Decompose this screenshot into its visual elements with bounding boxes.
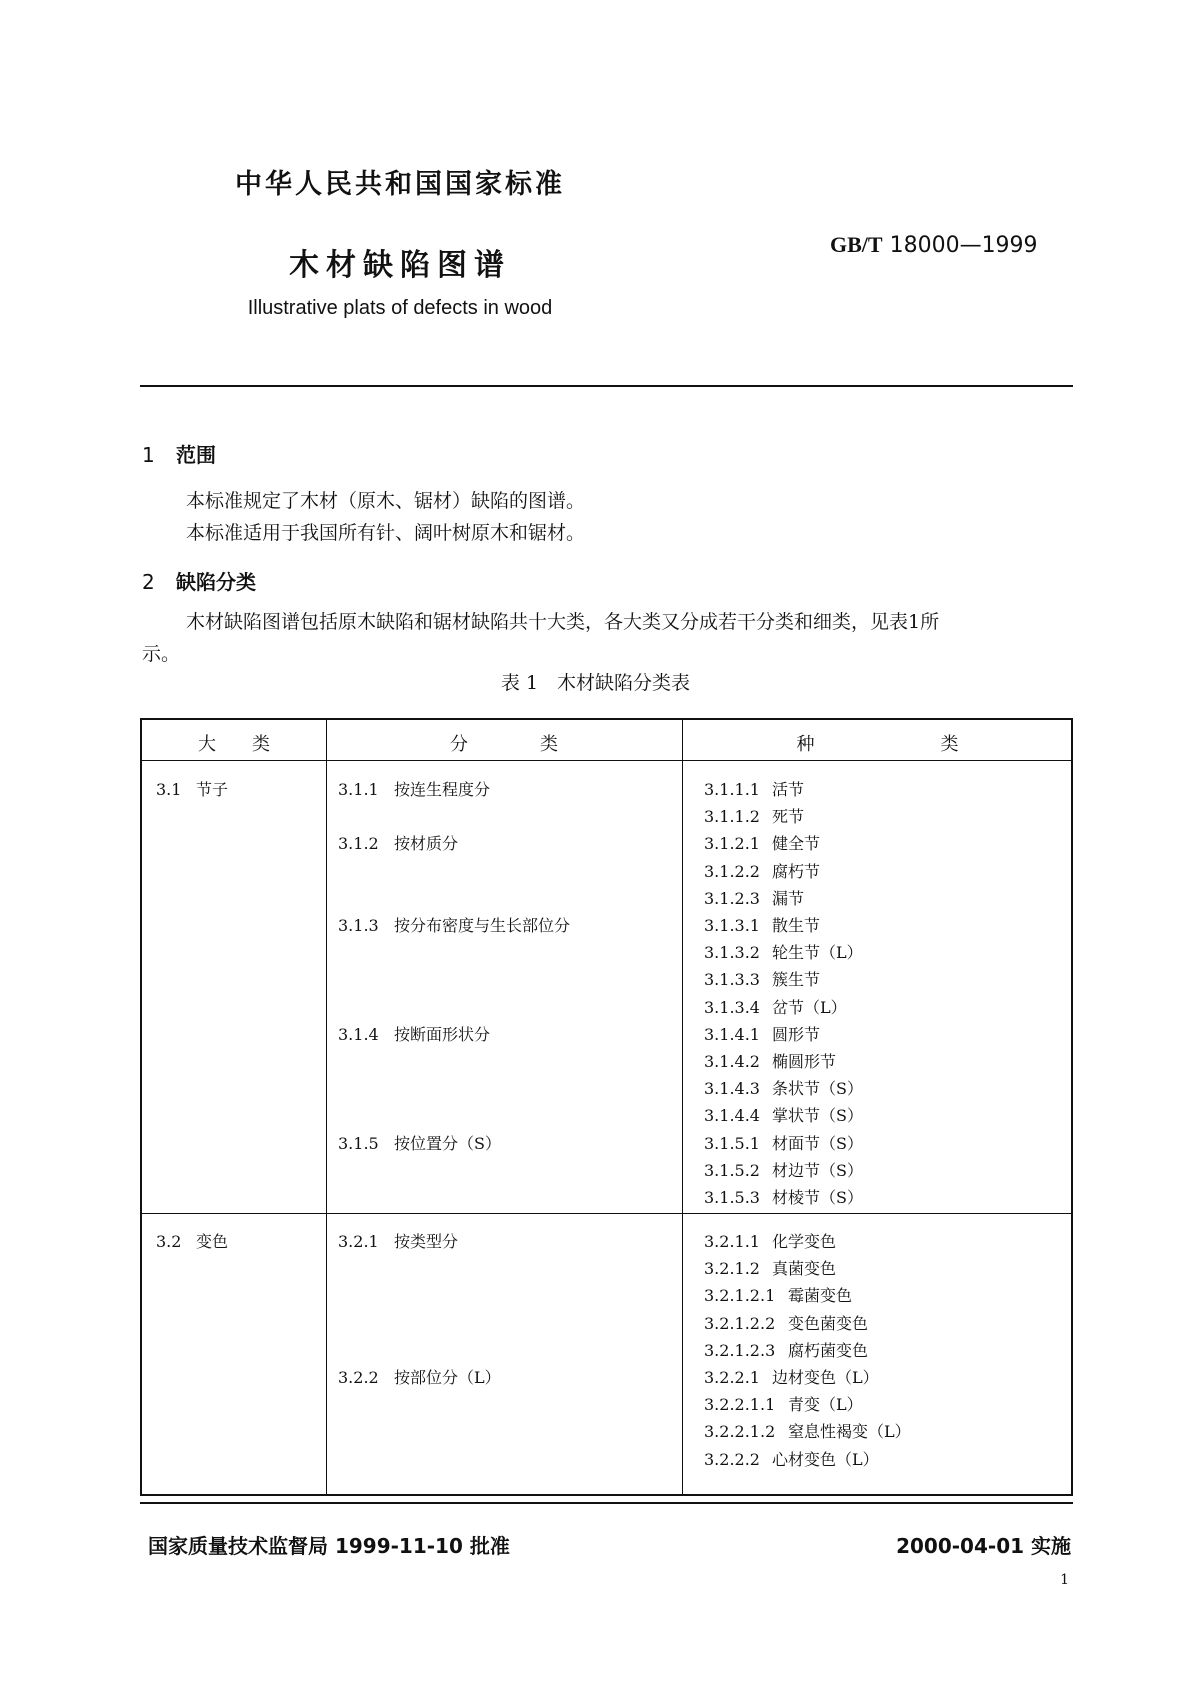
subcategory-cell <box>338 834 458 854</box>
category-cell-code: 3.1 <box>156 780 182 799</box>
subcategory-cell-code: 3.1.4 <box>338 1024 379 1044</box>
type-cell-label: 霉菌变色 <box>788 1286 853 1306</box>
subcategory-cell-code: 3.1.2 <box>338 834 379 854</box>
type-cell-code: 3.1.3.3 <box>704 970 760 990</box>
section-1-paragraph-2: 本标准适用于我国所有针、阔叶树原木和锯材。 <box>186 522 586 544</box>
subcategory-cell-label: 按部位分（L） <box>394 1368 501 1387</box>
header-divider <box>140 385 1073 387</box>
type-cell <box>704 862 820 882</box>
type-cell-label: 腐朽菌变色 <box>788 1340 869 1360</box>
type-cell <box>704 998 847 1018</box>
table-row-divider <box>142 1213 1071 1214</box>
type-cell <box>704 1052 836 1072</box>
type-cell <box>704 1450 879 1470</box>
type-cell-code: 3.2.1.2.3 <box>704 1340 776 1360</box>
footer-divider <box>140 1502 1073 1504</box>
category-cell-label: 变色 <box>196 1232 229 1251</box>
type-cell-label: 腐朽节 <box>772 861 821 881</box>
type-cell <box>704 780 804 800</box>
type-cell <box>704 1259 836 1279</box>
table-column-divider <box>326 720 327 1494</box>
table-caption: 表 1 木材缺陷分类表 <box>500 672 691 694</box>
type-cell <box>704 1188 863 1208</box>
type-cell <box>704 1106 863 1126</box>
type-cell <box>704 943 863 963</box>
type-cell-code: 3.2.1.2.1 <box>704 1286 776 1306</box>
subcategory-cell <box>338 780 490 800</box>
type-cell-code: 3.1.3.1 <box>704 916 760 935</box>
type-cell-label: 掌状节（S） <box>772 1106 863 1126</box>
type-cell-code: 3.2.1.1 <box>704 1232 760 1251</box>
type-cell-label: 轮生节（L） <box>772 943 863 963</box>
code-number: 18000—1999 <box>889 233 1038 258</box>
type-cell-label: 材面节（S） <box>772 1133 863 1153</box>
type-cell-code: 3.1.1.1 <box>704 780 760 799</box>
header-category: 大 类 <box>198 734 270 755</box>
english-title: Illustrative plats of defects in wood <box>247 297 553 319</box>
type-cell <box>704 1025 820 1045</box>
type-cell-code: 3.1.4.4 <box>704 1106 760 1126</box>
type-cell <box>704 1422 911 1442</box>
subcategory-cell-code: 3.1.3 <box>338 916 379 935</box>
type-cell-label: 边材变色（L） <box>772 1368 879 1387</box>
type-cell-code: 3.2.2.1 <box>704 1368 760 1387</box>
type-cell <box>704 970 820 990</box>
subcategory-cell <box>338 1025 490 1045</box>
subcategory-cell-label: 按位置分（S） <box>394 1133 501 1153</box>
category-cell-label: 节子 <box>196 780 229 799</box>
type-cell-label: 椭圆形节 <box>772 1052 837 1071</box>
type-cell-code: 3.1.3.2 <box>704 943 760 963</box>
implementation-info: 2000-04-01 实施 <box>896 1534 1071 1558</box>
type-cell-label: 青变（L） <box>788 1395 863 1415</box>
type-cell-code: 3.2.2.1.1 <box>704 1395 776 1415</box>
type-cell <box>704 1341 868 1361</box>
page-number: 1 <box>1060 1572 1069 1588</box>
subcategory-cell-label: 按分布密度与生长部位分 <box>394 916 571 935</box>
subcategory-cell-code: 3.2.2 <box>338 1368 379 1387</box>
type-cell-code: 3.2.2.2 <box>704 1449 760 1469</box>
defect-classification-table <box>140 718 1073 1496</box>
type-cell <box>704 1286 852 1306</box>
type-cell-label: 变色菌变色 <box>788 1313 869 1333</box>
type-cell-code: 3.1.1.2 <box>704 807 760 827</box>
type-cell-label: 圆形节 <box>772 1024 821 1044</box>
type-cell <box>704 916 820 936</box>
type-cell <box>704 1395 863 1415</box>
type-cell-label: 窒息性褐变（L） <box>788 1422 911 1442</box>
type-cell-label: 心材变色（L） <box>772 1449 879 1469</box>
type-cell <box>704 1161 863 1181</box>
type-cell-label: 真菌变色 <box>772 1259 837 1279</box>
section-1-title: 范围 <box>176 443 216 467</box>
type-cell <box>704 807 804 827</box>
type-cell-code: 3.1.2.1 <box>704 834 760 854</box>
type-cell-code: 3.1.5.3 <box>704 1188 760 1207</box>
type-cell-code: 3.1.4.1 <box>704 1024 760 1044</box>
type-cell-code: 3.1.4.3 <box>704 1079 760 1099</box>
standard-title: 中华人民共和国国家标准 <box>235 169 565 200</box>
type-cell-label: 死节 <box>772 807 805 827</box>
table-header-divider <box>142 760 1071 761</box>
type-cell-code: 3.1.5.1 <box>704 1133 760 1153</box>
header-type: 种 类 <box>796 734 959 755</box>
type-cell <box>704 1368 879 1388</box>
type-cell-code: 3.2.1.2.2 <box>704 1313 776 1333</box>
category-cell <box>156 1232 228 1252</box>
document-code <box>830 232 1038 258</box>
section-2-number: 2 <box>142 570 155 594</box>
type-cell-label: 簇生节 <box>772 970 821 990</box>
subcategory-cell-code: 3.2.1 <box>338 1232 379 1251</box>
type-cell <box>704 1079 863 1099</box>
subcategory-cell-label: 按断面形状分 <box>394 1024 491 1044</box>
type-cell-code: 3.2.2.1.2 <box>704 1422 776 1442</box>
type-cell <box>704 834 820 854</box>
subcategory-cell <box>338 1232 458 1252</box>
section-2-title: 缺陷分类 <box>176 570 256 594</box>
type-cell <box>704 1134 863 1154</box>
subcategory-cell <box>338 1134 501 1154</box>
section-1-number: 1 <box>142 443 155 467</box>
type-cell-code: 3.1.5.2 <box>704 1160 760 1180</box>
category-cell-code: 3.2 <box>156 1232 182 1251</box>
type-cell-label: 条状节（S） <box>772 1079 863 1099</box>
type-cell <box>704 1232 836 1252</box>
section-1-heading <box>142 439 216 468</box>
category-cell <box>156 780 228 800</box>
document-title: 木材缺陷图谱 <box>289 248 511 283</box>
code-prefix: GB/T <box>830 232 883 257</box>
type-cell-label: 健全节 <box>772 834 821 854</box>
type-cell-label: 材棱节（S） <box>772 1188 863 1207</box>
subcategory-cell <box>338 916 570 936</box>
type-cell-code: 3.1.2.2 <box>704 861 760 881</box>
section-1-paragraph-1: 本标准规定了木材（原木、锯材）缺陷的图谱。 <box>186 490 586 512</box>
type-cell-label: 材边节（S） <box>772 1160 863 1180</box>
approval-info: 国家质量技术监督局 1999-11-10 批准 <box>148 1534 510 1558</box>
type-cell-code: 3.2.1.2 <box>704 1259 760 1279</box>
type-cell <box>704 1314 868 1334</box>
subcategory-cell-label: 按材质分 <box>394 834 459 854</box>
type-cell-code: 3.1.3.4 <box>704 997 760 1017</box>
section-2-heading <box>142 566 256 595</box>
type-cell-label: 岔节（L） <box>772 997 847 1017</box>
type-cell-label: 化学变色 <box>772 1232 837 1251</box>
table-column-divider <box>682 720 683 1494</box>
subcategory-cell-code: 3.1.1 <box>338 780 379 799</box>
subcategory-cell-code: 3.1.5 <box>338 1133 379 1153</box>
section-2-paragraph-line-2: 示。 <box>142 643 181 665</box>
section-2-paragraph-line-1: 木材缺陷图谱包括原木缺陷和锯材缺陷共十大类，各大类又分成若干分类和细类，见表1所 <box>186 611 940 633</box>
type-cell-code: 3.1.4.2 <box>704 1052 760 1071</box>
subcategory-cell <box>338 1368 501 1388</box>
subcategory-cell-label: 按连生程度分 <box>394 780 491 799</box>
type-cell-label: 活节 <box>772 780 805 799</box>
subcategory-cell-label: 按类型分 <box>394 1232 459 1251</box>
type-cell-label: 漏节 <box>772 888 805 908</box>
type-cell-code: 3.1.2.3 <box>704 888 760 908</box>
type-cell-label: 散生节 <box>772 916 821 935</box>
header-subcategory: 分 类 <box>450 734 558 755</box>
type-cell <box>704 889 804 909</box>
